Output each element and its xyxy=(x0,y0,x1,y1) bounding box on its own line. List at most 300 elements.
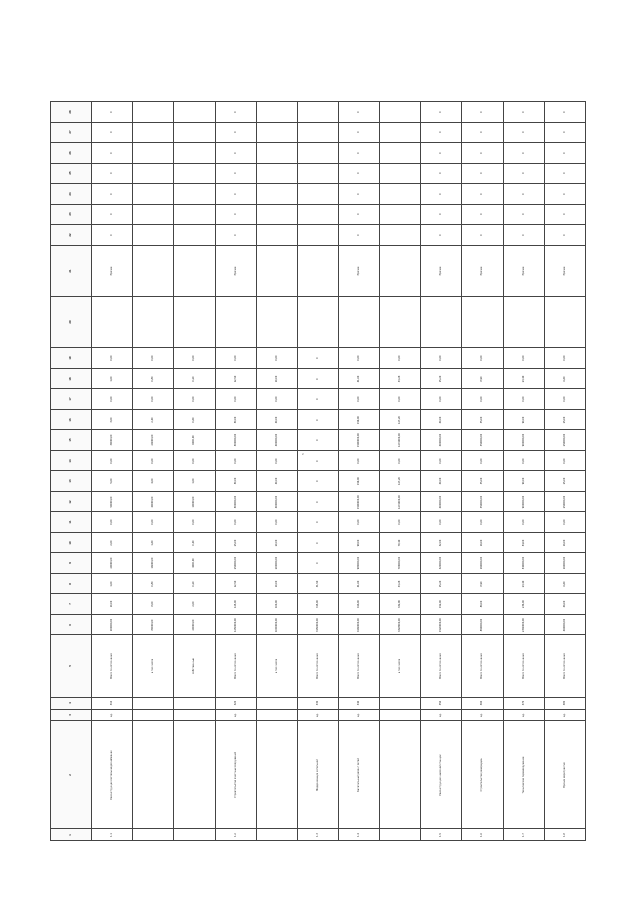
table-cell xyxy=(421,635,462,698)
table-cell xyxy=(297,184,338,205)
table-cell xyxy=(256,491,297,512)
table-cell xyxy=(256,143,297,164)
column-number-cell xyxy=(51,430,92,451)
cell-value: 4160000,00 xyxy=(356,617,360,632)
cell-value: 0,00 xyxy=(192,458,196,464)
cell-value: 25,00 xyxy=(562,416,566,423)
cell-value: ед. xyxy=(480,712,484,717)
cell-value: 0 xyxy=(233,152,237,154)
table-row xyxy=(51,389,586,410)
table-cell xyxy=(503,389,544,410)
cell-value: 8,90 xyxy=(480,581,484,587)
table-cell xyxy=(544,430,585,451)
cell-value: 0,00 xyxy=(480,396,484,402)
table-cell xyxy=(297,450,338,471)
table-cell xyxy=(174,720,215,828)
cell-value: 20000,00 xyxy=(192,619,196,631)
column-number-cell xyxy=(51,709,92,720)
table-row xyxy=(51,368,586,389)
table-cell xyxy=(133,553,174,574)
table-cell xyxy=(544,709,585,720)
cell-value: 784000,00 xyxy=(398,556,402,570)
table-cell xyxy=(92,614,133,635)
table-cell xyxy=(380,720,421,828)
table-cell xyxy=(503,296,544,347)
cell-value: 32,00 xyxy=(439,539,443,546)
cell-value: 8,00 xyxy=(151,601,155,607)
cell-value: ед. xyxy=(315,712,319,717)
table-cell xyxy=(380,122,421,143)
table-cell xyxy=(297,348,338,369)
cell-value: 10,00 xyxy=(274,375,278,382)
cell-value: 0 xyxy=(521,172,525,175)
table-cell xyxy=(92,184,133,205)
table-cell xyxy=(215,348,256,369)
cell-value: 3150000,00 xyxy=(315,617,319,632)
table-cell xyxy=(503,709,544,720)
table-cell xyxy=(215,709,256,720)
table-cell xyxy=(462,532,503,553)
cell-value: 1.1 xyxy=(110,832,114,837)
cell-value: 1250000,00 xyxy=(233,617,237,632)
cell-value: 250000,00 xyxy=(562,433,566,447)
table-cell xyxy=(92,348,133,369)
table-cell xyxy=(503,409,544,430)
table-cell xyxy=(256,614,297,635)
cell-value: 600000,00 xyxy=(439,433,443,447)
table-cell xyxy=(133,573,174,594)
cell-value: 400000,00 xyxy=(274,495,278,508)
table-cell xyxy=(462,573,503,594)
table-cell xyxy=(133,594,174,615)
cell-value: 4000,00 xyxy=(192,558,196,568)
table-row xyxy=(51,553,586,574)
table-cell xyxy=(338,698,379,709)
table-cell xyxy=(421,245,462,296)
table-cell xyxy=(421,184,462,205)
table-cell xyxy=(544,122,585,143)
cell-value: Капитальный ремонт сетей xyxy=(356,757,360,792)
cell-value: 90,00 xyxy=(521,416,525,423)
table-cell xyxy=(297,573,338,594)
table-cell xyxy=(174,450,215,471)
cell-value: ед. xyxy=(439,712,443,717)
table-cell xyxy=(462,409,503,430)
cell-value: 159,00 xyxy=(356,415,360,424)
table-cell xyxy=(462,184,503,205)
table-cell xyxy=(338,573,379,594)
cell-value: Прочее xyxy=(356,266,360,276)
column-number: 12 xyxy=(68,499,72,504)
cell-value: 0,80 xyxy=(151,375,155,382)
table-cell xyxy=(503,471,544,492)
table-cell xyxy=(380,225,421,246)
table-cell xyxy=(92,635,133,698)
cell-value: 10000,00 xyxy=(192,496,196,508)
cell-value: 0,00 xyxy=(151,355,155,361)
table-cell xyxy=(462,122,503,143)
table-row xyxy=(51,614,586,635)
cell-value: 1.8 xyxy=(562,832,566,837)
table-cell xyxy=(256,471,297,492)
table-cell xyxy=(421,409,462,430)
table-cell xyxy=(544,163,585,184)
table-cell xyxy=(380,573,421,594)
column-number: 25 xyxy=(68,171,72,175)
cell-value: 1.2 xyxy=(233,832,237,837)
page-number: 5 xyxy=(300,453,305,455)
table-cell xyxy=(256,296,297,347)
table-cell xyxy=(174,225,215,246)
table-cell xyxy=(256,245,297,296)
column-number-cell xyxy=(51,450,92,471)
column-number: 11 xyxy=(68,520,72,524)
table-cell xyxy=(92,430,133,451)
cell-value: 127,20 xyxy=(398,477,402,486)
table-cell xyxy=(215,204,256,225)
table-cell xyxy=(380,245,421,296)
cell-value: 340 xyxy=(356,701,360,706)
table-cell xyxy=(133,204,174,225)
table-cell xyxy=(133,720,174,828)
table-cell xyxy=(338,122,379,143)
table-cell xyxy=(297,594,338,615)
table-cell xyxy=(421,614,462,635)
table-cell xyxy=(215,102,256,123)
cell-value: 0,00 xyxy=(356,396,360,402)
column-number: 24 xyxy=(68,192,72,196)
table-cell xyxy=(174,709,215,720)
table-cell xyxy=(92,553,133,574)
cell-value: 350 xyxy=(439,701,443,706)
cell-value: 310 xyxy=(110,701,114,706)
table-row xyxy=(51,491,586,512)
table-cell xyxy=(380,471,421,492)
table-cell xyxy=(380,829,421,841)
table-cell xyxy=(338,709,379,720)
table-cell xyxy=(297,512,338,533)
cell-value: 41,60 xyxy=(356,580,360,587)
table-cell xyxy=(462,594,503,615)
cell-value: 1.6 xyxy=(480,832,484,837)
table-cell xyxy=(174,296,215,347)
cell-value: 41,60 xyxy=(356,375,360,382)
table-cell xyxy=(174,614,215,635)
cell-value: 0 xyxy=(480,234,484,236)
table-cell xyxy=(92,829,133,841)
cell-value: 0 xyxy=(356,234,360,236)
cell-value: 0 xyxy=(315,418,319,421)
cell-value: Строительство очистных сооружений xyxy=(233,751,237,798)
table-cell xyxy=(421,829,462,841)
table-cell xyxy=(380,184,421,205)
cell-value: 50,00 xyxy=(233,477,237,485)
table-cell xyxy=(174,553,215,574)
table-cell xyxy=(215,512,256,533)
table-cell xyxy=(256,553,297,574)
table-cell xyxy=(380,698,421,709)
table-cell xyxy=(462,698,503,709)
column-number-cell xyxy=(51,368,92,389)
cell-value: 0 xyxy=(110,193,114,195)
table-cell xyxy=(215,635,256,698)
cell-value: ед. xyxy=(562,712,566,717)
table-cell xyxy=(503,245,544,296)
column-number-cell xyxy=(51,245,92,296)
table-cell xyxy=(215,389,256,410)
table-cell xyxy=(92,204,133,225)
cell-value: 0 xyxy=(562,131,566,133)
table-cell xyxy=(92,368,133,389)
table-cell xyxy=(297,614,338,635)
cell-value: 0,00 xyxy=(192,519,196,525)
table-cell xyxy=(215,409,256,430)
cell-value: 360 xyxy=(480,701,484,706)
table-cell xyxy=(174,430,215,451)
table-cell xyxy=(338,143,379,164)
cell-value: Техническое перевооружение xyxy=(521,756,525,794)
cell-value: 8,90 xyxy=(480,375,484,382)
cell-value: 0 xyxy=(480,111,484,113)
table-cell xyxy=(256,829,297,841)
cell-value: 4,00 xyxy=(151,478,155,484)
cell-value: 0 xyxy=(233,131,237,133)
table-row xyxy=(51,635,586,698)
table-cell xyxy=(92,573,133,594)
table-cell xyxy=(338,389,379,410)
cell-value: 890000,00 xyxy=(480,618,484,631)
cell-value: 0,00 xyxy=(521,396,525,402)
table-cell xyxy=(297,829,338,841)
cell-value: 0,00 xyxy=(274,396,278,402)
cell-value: 0 xyxy=(110,172,114,175)
cell-value: 15,20 xyxy=(439,375,443,382)
table-cell xyxy=(215,184,256,205)
column-number-cell xyxy=(51,122,92,143)
cell-value: 30000,00 xyxy=(110,434,114,446)
table-cell xyxy=(380,368,421,389)
table-cell xyxy=(503,594,544,615)
table-cell xyxy=(133,163,174,184)
table-cell xyxy=(462,368,503,389)
cell-value: Всего по источникам xyxy=(521,653,525,680)
cell-value: 1.4 xyxy=(356,832,360,837)
table-cell xyxy=(133,430,174,451)
table-cell xyxy=(380,430,421,451)
cell-value: 0,00 xyxy=(480,519,484,525)
column-number-cell xyxy=(51,594,92,615)
table-cell xyxy=(297,553,338,574)
cell-value: 1,60 xyxy=(151,540,155,546)
table-cell xyxy=(215,450,256,471)
cell-value: 0 xyxy=(439,111,443,113)
table-cell xyxy=(503,491,544,512)
cell-value: 0,00 xyxy=(439,396,443,402)
table-row xyxy=(51,225,586,246)
table-cell xyxy=(338,102,379,123)
cell-value: 100000,00 xyxy=(110,618,114,631)
column-number-cell xyxy=(51,409,92,430)
table-cell xyxy=(133,409,174,430)
table-cell xyxy=(338,635,379,698)
table-cell xyxy=(256,450,297,471)
table-cell xyxy=(380,143,421,164)
table-cell xyxy=(133,102,174,123)
cell-value: 0 xyxy=(315,562,319,564)
cell-value: 0,00 xyxy=(233,519,237,525)
table-cell xyxy=(256,635,297,698)
table-cell xyxy=(380,102,421,123)
column-number-cell xyxy=(51,532,92,553)
cell-value: 0 xyxy=(315,398,319,400)
table-cell xyxy=(544,184,585,205)
cell-value: 0 xyxy=(233,213,237,216)
cell-value: 35,00 xyxy=(480,477,484,485)
table-cell xyxy=(421,368,462,389)
cell-value: 0,00 xyxy=(398,519,402,525)
table-cell xyxy=(215,245,256,296)
table-cell xyxy=(215,594,256,615)
column-number: 4 xyxy=(68,702,72,705)
table-cell xyxy=(256,163,297,184)
cell-value: 0,00 xyxy=(562,458,566,464)
cell-value: 89,00 xyxy=(480,600,484,608)
cell-value: 350000,00 xyxy=(480,495,484,508)
cell-value: 0,00 xyxy=(398,396,402,402)
table-cell xyxy=(421,225,462,246)
column-number: 28 xyxy=(68,110,72,114)
cell-value: 1272000,00 xyxy=(398,494,402,509)
table-cell xyxy=(174,829,215,841)
cell-value: 0 xyxy=(562,152,566,154)
table-cell xyxy=(544,573,585,594)
table-cell xyxy=(462,614,503,635)
table-cell xyxy=(462,720,503,828)
table-row xyxy=(51,204,586,225)
table-cell xyxy=(503,368,544,389)
cell-value: 54,00 xyxy=(521,539,525,546)
table-cell xyxy=(133,491,174,512)
table-cell xyxy=(380,409,421,430)
table-row xyxy=(51,471,586,492)
table-cell xyxy=(503,204,544,225)
table-cell xyxy=(256,594,297,615)
table-cell xyxy=(421,594,462,615)
table-cell xyxy=(380,635,421,698)
table-cell xyxy=(297,368,338,389)
table-cell xyxy=(215,122,256,143)
cell-value: 100,00 xyxy=(274,600,278,609)
table-cell xyxy=(174,184,215,205)
table-cell xyxy=(256,389,297,410)
column-number-cell xyxy=(51,614,92,635)
cell-value: 0 xyxy=(233,193,237,195)
table-cell xyxy=(297,430,338,451)
cell-value: 0,00 xyxy=(521,519,525,525)
table-cell xyxy=(133,389,174,410)
cell-value: 0,60 xyxy=(192,416,196,423)
cell-value: 660000,00 xyxy=(562,618,566,631)
table-cell xyxy=(92,532,133,553)
table-cell xyxy=(544,720,585,828)
cell-value: 0 xyxy=(480,193,484,195)
table-cell xyxy=(338,512,379,533)
table-cell xyxy=(174,573,215,594)
cell-value: 0 xyxy=(439,152,443,154)
cell-value: 2340000,00 xyxy=(521,617,525,632)
table-cell xyxy=(380,594,421,615)
cell-value: 0,00 xyxy=(356,519,360,525)
table-cell xyxy=(297,491,338,512)
table-cell xyxy=(503,553,544,574)
cell-value: Всего по источникам xyxy=(480,653,484,680)
table-row xyxy=(51,163,586,184)
table-cell xyxy=(297,102,338,123)
table-cell xyxy=(462,102,503,123)
table-cell xyxy=(256,720,297,828)
cell-value: 25,00 xyxy=(233,539,237,546)
table-cell xyxy=(338,471,379,492)
cell-value: 0 xyxy=(562,234,566,236)
table-row xyxy=(51,698,586,709)
cell-value: 5,00 xyxy=(110,478,114,484)
table-row xyxy=(51,430,586,451)
table-cell xyxy=(421,573,462,594)
cell-value: 23,40 xyxy=(521,375,525,382)
table-cell xyxy=(462,389,503,410)
table-cell xyxy=(462,471,503,492)
table-cell xyxy=(380,389,421,410)
table-cell xyxy=(462,450,503,471)
table-cell xyxy=(92,225,133,246)
cell-value: 1,00 xyxy=(110,375,114,382)
column-number-cell xyxy=(51,143,92,164)
table-cell xyxy=(338,829,379,841)
cell-value: 20,00 xyxy=(274,539,278,546)
table-cell xyxy=(338,614,379,635)
table-cell xyxy=(297,409,338,430)
table-cell xyxy=(503,829,544,841)
cell-value: 0,00 xyxy=(356,458,360,464)
table-cell xyxy=(215,573,256,594)
cell-value: 33,28 xyxy=(398,375,402,382)
cell-value: 320 xyxy=(233,701,237,706)
table-cell xyxy=(338,245,379,296)
column-number-cell xyxy=(51,296,92,347)
table-cell xyxy=(338,720,379,828)
table-cell xyxy=(174,389,215,410)
cell-value: 900000,00 xyxy=(521,433,525,447)
cell-value: в том числе xyxy=(274,659,278,674)
table-cell xyxy=(544,368,585,389)
table-cell xyxy=(297,143,338,164)
cell-value: 0,00 xyxy=(521,458,525,464)
table-cell xyxy=(133,698,174,709)
cell-value: Всего по источникам xyxy=(356,653,360,680)
table-cell xyxy=(544,143,585,164)
table-cell xyxy=(338,594,379,615)
table-cell xyxy=(421,698,462,709)
table-cell xyxy=(133,450,174,471)
cell-value: 0,00 xyxy=(151,458,155,464)
cell-value: Всего по источникам xyxy=(110,653,114,680)
table-cell xyxy=(297,389,338,410)
cell-value: 0 xyxy=(110,152,114,154)
table-cell xyxy=(503,163,544,184)
table-cell xyxy=(544,296,585,347)
cell-value: 0 xyxy=(439,131,443,133)
table-row xyxy=(51,348,586,369)
